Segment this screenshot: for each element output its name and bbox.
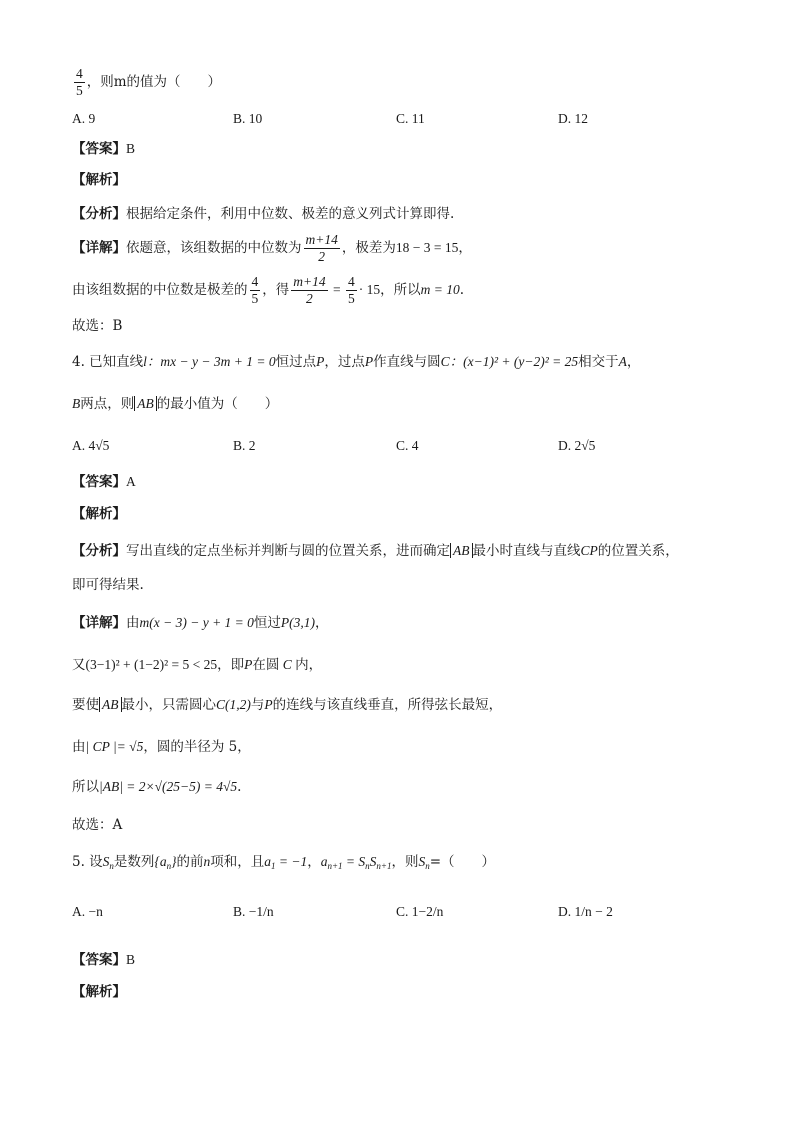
q4-detail-1: 【详解】由m(x − 3) − y + 1 = 0恒过P(3,1)， [72, 615, 329, 631]
q5-option-b: B. −1/n [233, 904, 274, 919]
q4-detail-5: 所以|AB| = 2×√(25−5) = 4√5. [72, 779, 242, 795]
q3-option-c: C. 11 [396, 111, 425, 126]
q4-detail-2: 又(3−1)² + (1−2)² = 5 < 25，即P在圆 C 内， [72, 657, 323, 673]
q5-option-d: D. 1/n − 2 [558, 904, 613, 919]
q3-fenxi: 【分析】根据给定条件，利用中位数、极差的意义列式计算即得. [72, 206, 455, 222]
q3-option-d: D. 12 [558, 111, 588, 126]
q3-option-a: A. 9 [72, 111, 96, 126]
q4-option-c: C. 4 [396, 438, 419, 453]
q4-option-d: D. 2√5 [558, 438, 596, 453]
q4-detail-4: 由| CP |= √5，圆的半径为 5， [72, 739, 251, 755]
q3-detail-2: 由该组数据的中位数是极差的 $\frac{4}{5}$ ，得 $\frac{m+14}{2}$ = $\frac{4}{5}$ · 15，所以m = 10. [72, 274, 465, 306]
q4-option-b: B. 2 [233, 438, 256, 453]
q5-option-a: A. −n [72, 904, 103, 919]
q4-answer: 【答案】A [72, 474, 136, 490]
q3-choice: 故选：B [72, 318, 123, 334]
q3-option-b: B. 10 [233, 111, 263, 126]
q4-fenxi-2: 即可得结果. [72, 577, 144, 593]
fraction-4-5: $\frac{4}{5}$ [76, 66, 83, 98]
q5-analysis-label: 【解析】 [72, 984, 126, 1000]
q5-answer: 【答案】B [72, 952, 136, 968]
q3-answer: 【答案】B [72, 141, 136, 157]
q4-detail-3: 要使 AB 最小，只需圆心C(1,2)与P的连线与该直线垂直，所得弦长最短， [72, 697, 503, 713]
q4-fenxi-1: 【分析】写出直线的定点坐标并判断与圆的位置关系，进而确定 AB 最小时直线与直线CP的位置关系， [72, 543, 679, 559]
q3-analysis-label: 【解析】 [72, 172, 126, 188]
q5-option-c: C. 1−2/n [396, 904, 444, 919]
q4-stem-1: 4. 已知直线l：mx − y − 3m + 1 = 0恒过点P，过点P作直线与圆C：(x−1)² + (y−2)² = 25相交于A， [72, 354, 641, 370]
q3-detail-1: 【详解】依题意，该组数据的中位数为 $\frac{m+14}{2}$ ，极差为18 − 3 = 15， [72, 232, 472, 264]
q4-choice: 故选：A [72, 817, 123, 833]
q4-stem-2: B两点，则 AB 的最小值为（ ） [72, 396, 279, 412]
q4-analysis-label: 【解析】 [72, 506, 126, 522]
q4-option-a: A. 4√5 [72, 438, 110, 453]
q3-stem-tail: $\frac{4}{5}$ ，则m的值为（ ） [76, 66, 222, 98]
q5-stem: 5. 设$S_n$是数列$\{a_n\}$的前n项和，且$a_1 = -1$，$a_{n+1} = S_nS_{n+1}$，则$S_n=$（ ） [72, 854, 496, 871]
